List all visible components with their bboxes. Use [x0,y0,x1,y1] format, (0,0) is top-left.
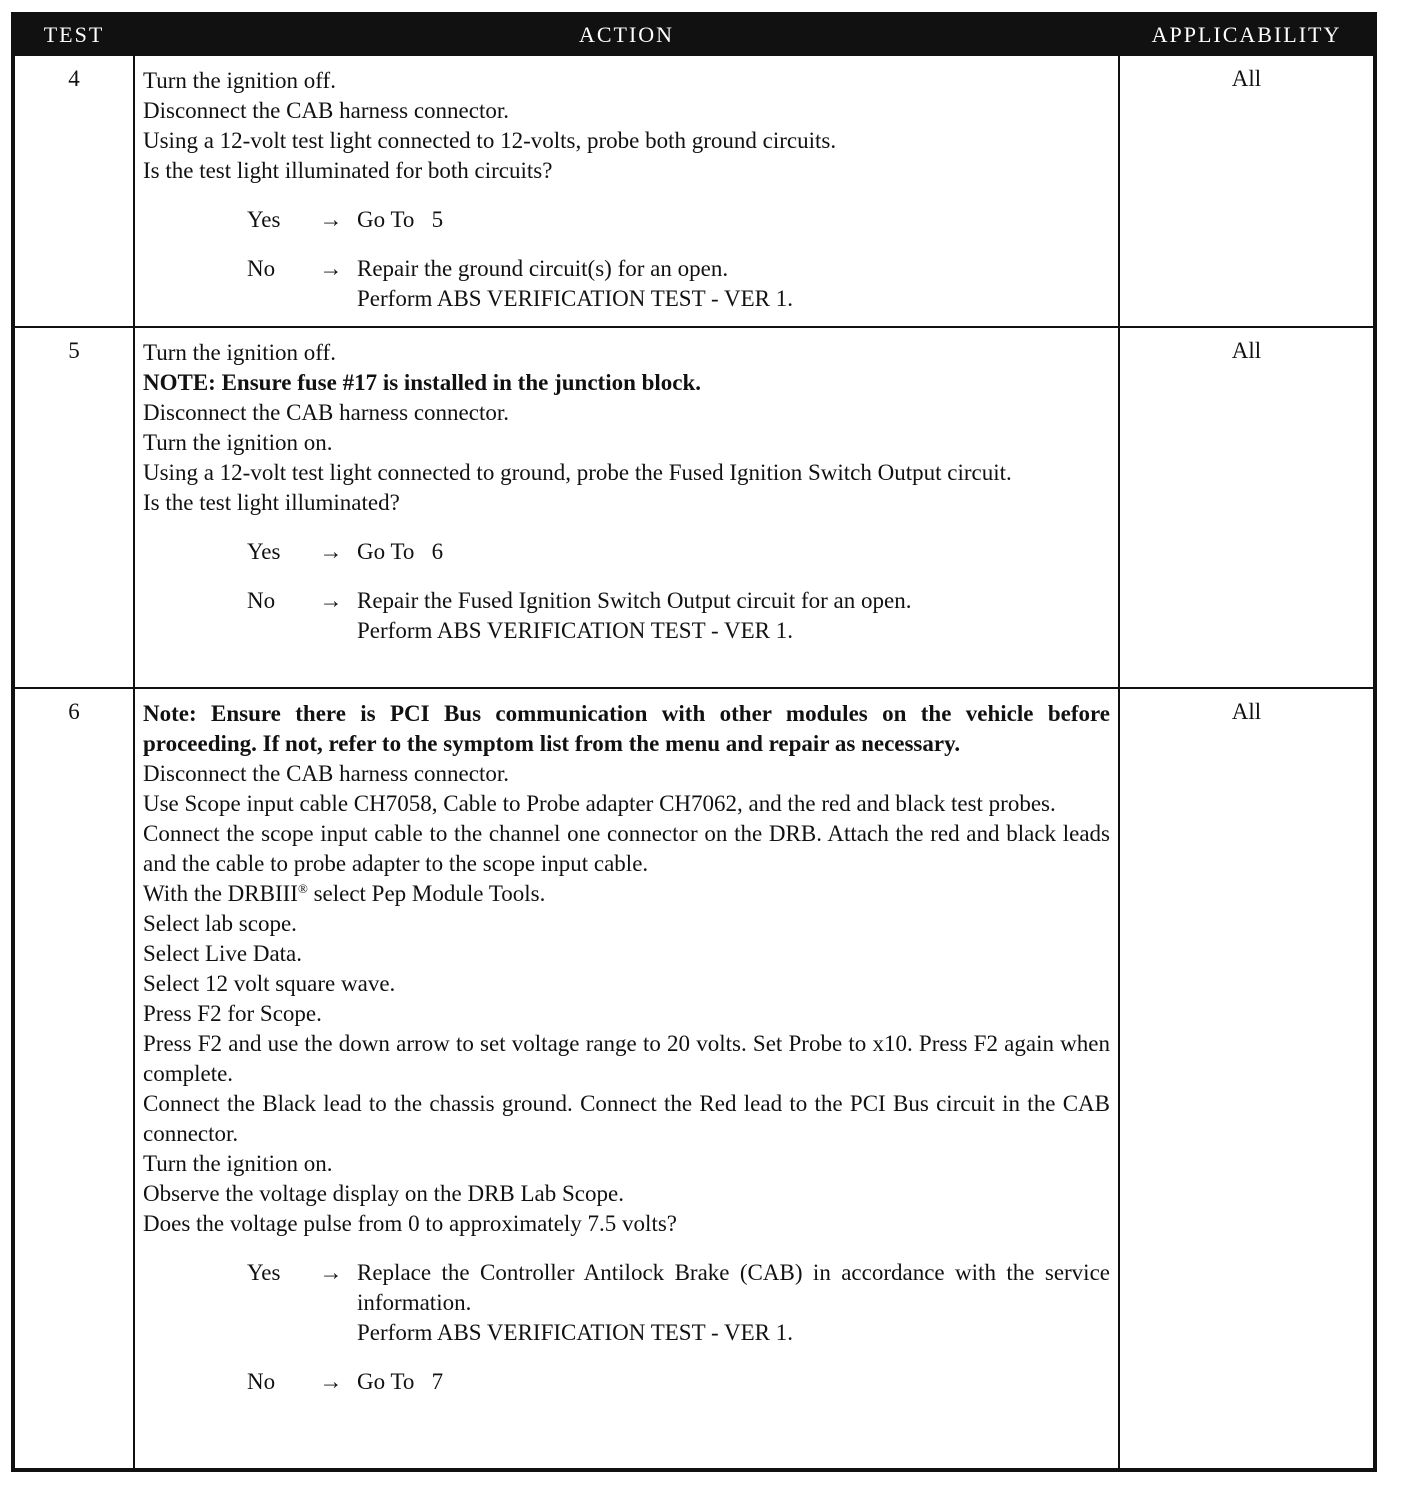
right-arrow-icon: → [319,539,343,564]
action-step: Select Live Data. [143,941,303,966]
test-row-6 [13,688,1375,1470]
result-line: Perform ABS VERIFICATION TEST - VER 1. [357,286,793,311]
right-arrow-icon: → [319,256,343,281]
action-step: Turn the ignition on. [143,1151,333,1176]
action-note: NOTE: Ensure fuse #17 is installed in the junction block. [143,370,702,395]
yes-branch [143,537,1110,567]
action-step: Select 12 volt square wave. [143,971,396,996]
action-step: Press F2 and use the down arrow to set voltage range to 20 volts. Set Probe to x10. Press F2 again when complete. [143,1031,1110,1086]
no-label: No [247,1369,276,1394]
test-number: 6 [13,688,134,1470]
action-step: Connect the Black lead to the chassis ground. Connect the Red lead to the PCI Bus circuit in the CAB connector. [143,1091,1110,1146]
no-label: No [247,588,276,613]
header-action: ACTION [134,14,1119,55]
no-result [357,1367,1110,1397]
test-number: 4 [13,55,134,327]
result-line: Go To 5 [357,207,444,232]
result-line: Perform ABS VERIFICATION TEST - VER 1. [357,618,793,643]
action-step: Select lab scope. [143,911,297,936]
diagnostic-test-table [11,12,1377,1472]
yes-branch [143,1258,1110,1348]
action-step: Observe the voltage display on the DRB Lab Scope. [143,1181,624,1206]
action-step: Turn the ignition off. [143,68,336,93]
result-line: Go To 7 [357,1369,444,1394]
result-line: Go To 6 [357,539,444,564]
applicability-value: All [1119,55,1375,327]
no-branch [143,586,1110,646]
registered-mark: ® [297,881,308,896]
test-row-5 [13,327,1375,688]
yes-label: Yes [247,1260,281,1285]
action-step: Using a 12-volt test light connected to 12-volts, probe both ground circuits. [143,128,837,153]
yes-branch [143,205,1110,235]
no-label: No [247,256,276,281]
test-number: 5 [13,327,134,688]
action-note: Note: Ensure there is PCI Bus communication with other modules on the vehicle before proceeding. If not, refer to the symptom list from the menu and repair as necessary. [143,701,1110,756]
test-action [134,327,1119,688]
action-step: Connect the scope input cable to the channel one connector on the DRB. Attach the red and black leads and the cable to probe adapter to the scope input cable. [143,821,1110,876]
header-applicability: APPLICABILITY [1119,14,1375,55]
yes-label: Yes [247,207,281,232]
action-question: Is the test light illuminated? [143,490,400,515]
applicability-value: All [1119,327,1375,688]
yes-result [357,1258,1110,1348]
drb-suffix: select Pep Module Tools. [307,881,546,906]
yes-label: Yes [247,539,281,564]
yes-result [357,537,1110,567]
action-step: Press F2 for Scope. [143,1001,322,1026]
test-action [134,55,1119,327]
action-question: Does the voltage pulse from 0 to approximately 7.5 volts? [143,1211,677,1236]
header-row [13,14,1375,55]
right-arrow-icon: → [319,588,343,613]
result-line: Perform ABS VERIFICATION TEST - VER 1. [357,1320,793,1345]
yes-result [357,205,1110,235]
action-step: Turn the ignition on. [143,430,333,455]
result-line: Repair the Fused Ignition Switch Output circuit for an open. [357,588,912,613]
action-step: Using a 12-volt test light connected to ground, probe the Fused Ignition Switch Output circuit. [143,460,1012,485]
action-step: Disconnect the CAB harness connector. [143,761,509,786]
right-arrow-icon: → [319,1260,343,1285]
no-branch [143,254,1110,314]
result-line: Replace the Controller Antilock Brake (CAB) in accordance with the service information. [357,1260,1110,1315]
no-branch [143,1367,1110,1397]
no-result [357,254,1110,314]
action-question: Is the test light illuminated for both circuits? [143,158,553,183]
action-step: Disconnect the CAB harness connector. [143,400,509,425]
no-result [357,586,1110,646]
header-test: TEST [13,14,134,55]
test-row-4 [13,55,1375,327]
action-step: Use Scope input cable CH7058, Cable to Probe adapter CH7062, and the red and black test probes. [143,791,1056,816]
applicability-value: All [1119,688,1375,1470]
action-step: Disconnect the CAB harness connector. [143,98,509,123]
drb-prefix: With the DRBIII [143,881,298,906]
right-arrow-icon: → [319,1369,343,1394]
action-step [143,879,1110,909]
right-arrow-icon: → [319,207,343,232]
test-action [134,688,1119,1470]
result-line: Repair the ground circuit(s) for an open. [357,256,729,281]
action-step: Turn the ignition off. [143,340,336,365]
